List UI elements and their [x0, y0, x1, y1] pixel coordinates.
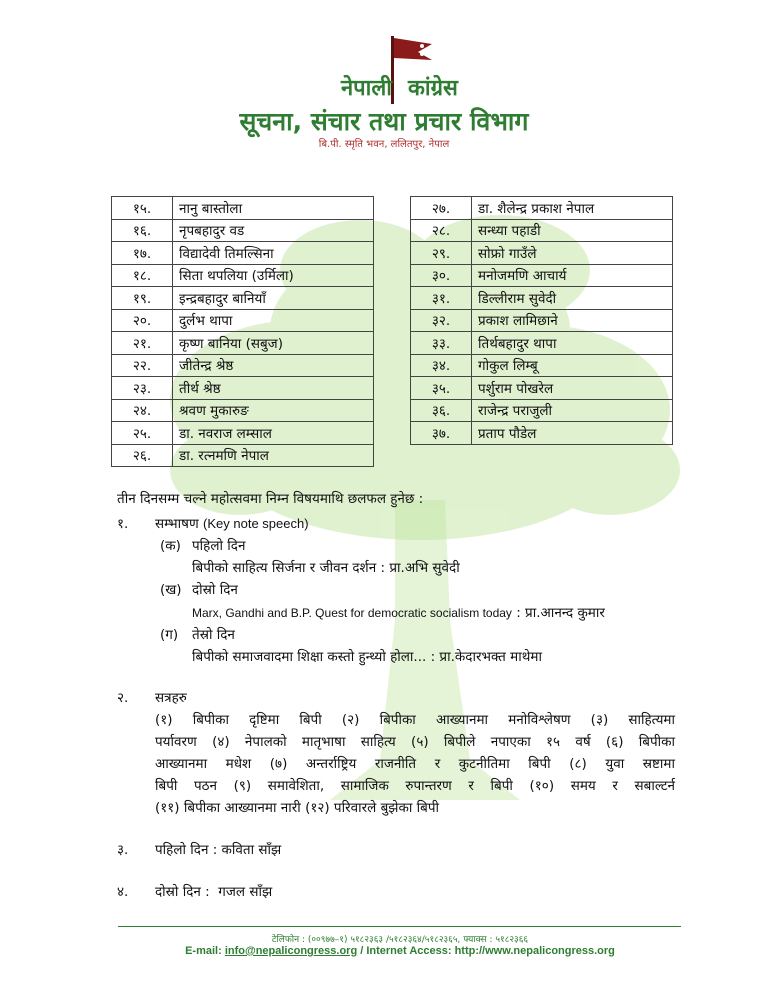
table-row: [112, 444, 374, 467]
row-number: २०.: [112, 309, 173, 332]
table-row: [112, 219, 374, 242]
row-number: २८.: [411, 219, 472, 242]
sessions-line: पर्यावरण (४) नेपालको मातृभाषा साहित्य (५) बिपीले नपाएका १५ वर्ष (६) बिपीका: [155, 734, 675, 750]
row-number: १६.: [112, 219, 173, 242]
row-number: १८.: [112, 264, 173, 287]
participant-name: नृपबहादुर वड: [173, 219, 374, 242]
table-row: [112, 399, 374, 422]
keynote-detail: [192, 603, 605, 621]
table-row: [411, 399, 673, 422]
section-number: ३.: [117, 842, 129, 858]
table-row: [112, 422, 374, 445]
sessions-line: आख्यानमा मधेश (७) अन्तर्राष्ट्रिय राजनीति र कुटनीतिमा बिपी (८) युवा स्रष्टामा: [155, 756, 675, 772]
participant-name: नानु बास्तोला: [173, 197, 374, 220]
day-label: पहिलो दिन: [192, 538, 246, 554]
table-row: [411, 309, 673, 332]
participant-name: प्रकाश लामिछाने: [472, 309, 673, 332]
table-row: [112, 309, 374, 332]
email-label: E-mail:: [185, 945, 225, 957]
poetry-evening: पहिलो दिन : कविता साँझ: [155, 842, 282, 858]
section-number: २.: [117, 690, 129, 706]
participant-name: सिता थपलिया (उर्मिला): [173, 264, 374, 287]
participants-table-left: [111, 196, 374, 467]
footer-phone: टेलिफोन : (००९७७–१) ५१८२३६३ /५१८२३६४/५१८२३६५, फ्याक्स : ५१८२३६६: [271, 935, 529, 945]
row-number: २७.: [411, 197, 472, 220]
row-number: २४.: [112, 399, 173, 422]
sessions-line: (११) बिपीका आख्यानमा नारी (१२) परिवारले बुझेका बिपी: [155, 800, 440, 816]
participant-name: पर्शुराम पोखरेल: [472, 377, 673, 400]
row-number: ३१.: [411, 287, 472, 310]
keynote-detail: बिपीको समाजवादमा शिक्षा कस्तो हुन्थ्यो होला... : प्रा.केदारभक्त माथेमा: [192, 649, 542, 665]
footer-divider: [118, 926, 681, 927]
section-number: ४.: [117, 884, 129, 900]
table-row: [411, 264, 673, 287]
email-link[interactable]: info@nepalicongress.org: [224, 945, 358, 957]
table-row: [112, 197, 374, 220]
table-row: [411, 377, 673, 400]
keynote-title: सम्भाषण: [155, 516, 199, 532]
row-number: १९.: [112, 287, 173, 310]
row-number: २६.: [112, 444, 173, 467]
sub-label: (ग): [160, 627, 179, 643]
table-row: [411, 219, 673, 242]
table-row: [112, 377, 374, 400]
participants-table-right: [410, 196, 673, 445]
intro-text: तीन दिनसम्म चल्ने महोत्सवमा निम्न विषयमाथि छलफल हुनेछ :: [117, 491, 424, 507]
row-number: २५.: [112, 422, 173, 445]
row-number: ३६.: [411, 399, 472, 422]
internet-access: / Internet Access: http://www.nepalicongress.org: [357, 945, 615, 957]
sessions-line: बिपी पठन (९) समावेशिता, सामाजिक रुपान्तरण र बिपी (१०) समय र सबाल्टर्न: [155, 778, 675, 794]
row-number: ३४.: [411, 354, 472, 377]
party-name-left: नेपाली: [340, 76, 392, 101]
participant-name: दुर्लभ थापा: [173, 309, 374, 332]
table-row: [411, 197, 673, 220]
participant-name: प्रताप पौडेल: [472, 422, 673, 445]
keynote-detail-en: Marx, Gandhi and B.P. Quest for democratic socialism today: [192, 606, 512, 620]
table-row: [411, 287, 673, 310]
table-row: [411, 242, 673, 265]
participant-name: सन्ध्या पहाडी: [472, 219, 673, 242]
day-label: तेस्रो दिन: [192, 627, 235, 643]
participant-name: कृष्ण बानिया (सबुज): [173, 332, 374, 355]
row-number: २९.: [411, 242, 472, 265]
participant-name: सोफ्रो गाउँले: [472, 242, 673, 265]
row-number: १५.: [112, 197, 173, 220]
sub-label: (ख): [160, 582, 182, 598]
row-number: ३७.: [411, 422, 472, 445]
party-name-right: कांग्रेस: [408, 76, 458, 101]
sub-label: (क): [160, 538, 181, 554]
table-row: [112, 354, 374, 377]
ghazal-evening: दोस्रो दिन : गजल साँझ: [155, 884, 273, 900]
keynote-speaker: : प्रा.आनन्द कुमार: [511, 605, 605, 621]
participant-name: इन्द्रबहादुर बानियाँ: [173, 287, 374, 310]
row-number: २२.: [112, 354, 173, 377]
row-number: ३२.: [411, 309, 472, 332]
table-row: [112, 242, 374, 265]
row-number: ३५.: [411, 377, 472, 400]
participant-name: डिल्लीराम सुवेदी: [472, 287, 673, 310]
department-title: सूचना, संचार तथा प्रचार विभाग: [239, 107, 529, 136]
row-number: २१.: [112, 332, 173, 355]
participant-name: जीतेन्द्र श्रेष्ठ: [173, 354, 374, 377]
footer-contact: [0, 945, 768, 957]
keynote-title-en: (Key note speech): [203, 516, 309, 531]
keynote-detail: बिपीको साहित्य सिर्जना र जीवन दर्शन : प्रा.अभि सुवेदी: [192, 560, 460, 576]
office-address: बि.पी. स्मृति भवन, ललितपुर, नेपाल: [318, 139, 450, 150]
table-row: [112, 332, 374, 355]
participant-name: डा. नवराज लम्साल: [173, 422, 374, 445]
participant-name: तिर्थबहादुर थापा: [472, 332, 673, 355]
participant-name: डा. शैलेन्द्र प्रकाश नेपाल: [472, 197, 673, 220]
participant-name: मनोजमणि आचार्य: [472, 264, 673, 287]
row-number: २३.: [112, 377, 173, 400]
row-number: १७.: [112, 242, 173, 265]
participant-name: विद्यादेवी तिमल्सिना: [173, 242, 374, 265]
table-row: [112, 287, 374, 310]
participant-name: श्रवण मुकारुङ: [173, 399, 374, 422]
section-title: सत्रहरु: [155, 690, 187, 706]
section-number: १.: [117, 516, 129, 532]
participant-name: गोकुल लिम्बू: [472, 354, 673, 377]
table-row: [112, 264, 374, 287]
sessions-line: (१) बिपीका दृष्टिमा बिपी (२) बिपीका आख्यानमा मनोविश्लेषण (३) साहित्यमा: [155, 712, 675, 728]
section-title: [155, 514, 309, 532]
row-number: ३३.: [411, 332, 472, 355]
participant-name: डा. रत्नमणि नेपाल: [173, 444, 374, 467]
participant-name: तीर्थ श्रेष्ठ: [173, 377, 374, 400]
table-row: [411, 354, 673, 377]
table-row: [411, 422, 673, 445]
participant-name: राजेन्द्र पराजुली: [472, 399, 673, 422]
table-row: [411, 332, 673, 355]
day-label: दोस्रो दिन: [192, 582, 238, 598]
row-number: ३०.: [411, 264, 472, 287]
